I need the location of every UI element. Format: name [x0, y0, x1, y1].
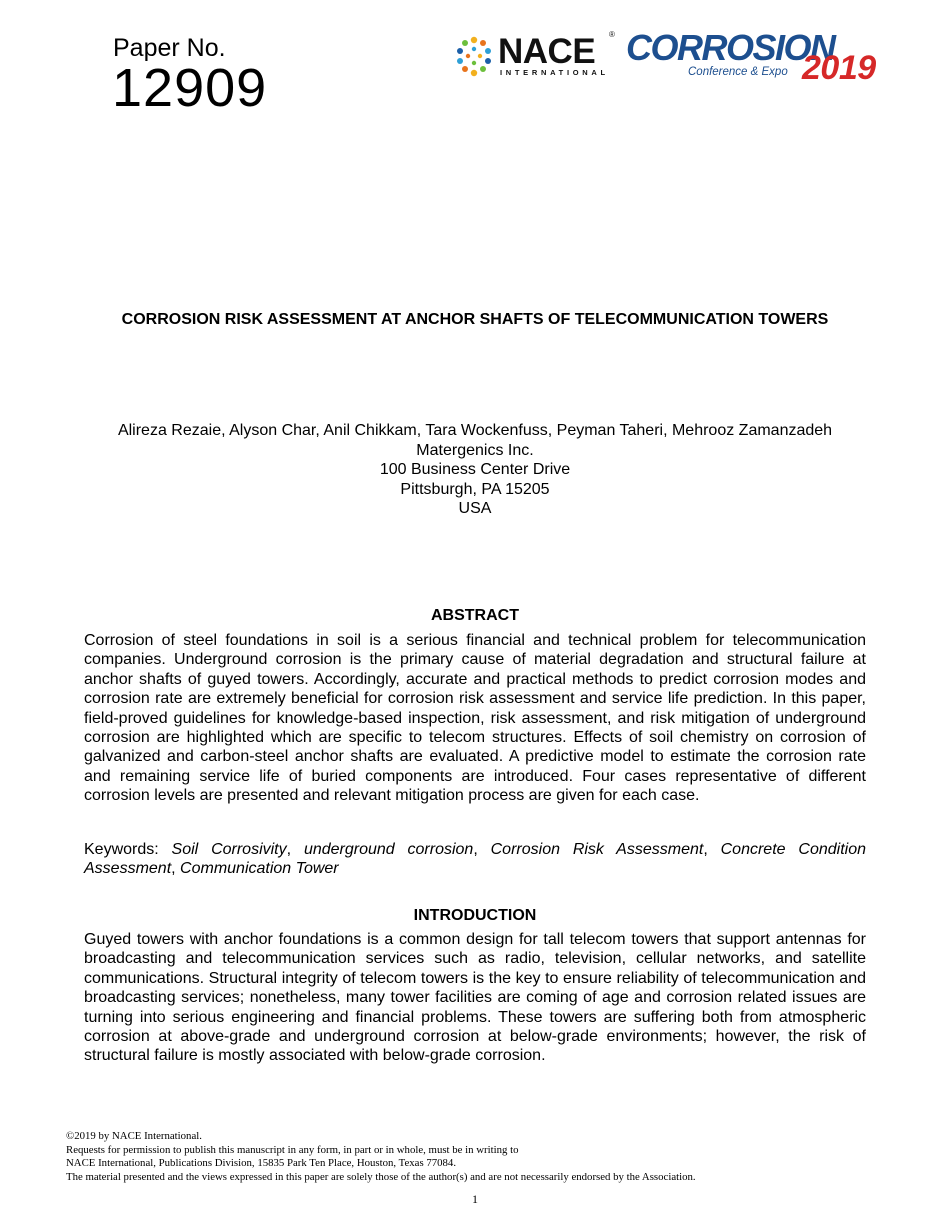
keywords-label: Keywords: — [84, 841, 159, 858]
nace-registered-mark: ® — [609, 30, 615, 39]
copyright-footer — [66, 1130, 896, 1184]
nace-subtitle: INTERNATIONAL — [500, 68, 609, 77]
keyword-item: Soil Corrosivity — [171, 841, 287, 858]
paper-title: CORROSION RISK ASSESSMENT AT ANCHOR SHAFTS OF TELECOMMUNICATION TOWERS — [121, 311, 829, 328]
keyword-item: Corrosion Risk Assessment — [490, 841, 704, 858]
corrosion-wordmark: CORROSION — [626, 27, 835, 68]
keyword-item: Communication Tower — [180, 860, 339, 878]
author-names: Alireza Rezaie, Alyson Char, Anil Chikkam, Tara Wockenfuss, Peyman Taheri, Mehrooz Zamanzadeh — [117, 422, 833, 439]
abstract-text: Corrosion of steel foundations in soil is a serious financial and technical problem for telecommunication companies. Underground corrosion is the primary cause of material degradation and structural failure at anchor shafts of guyed towers. Accordingly, accurate and practical methods to predict corrosion modes and corrosion rate are extremely beneficial for corrosion risk assessment and service life prediction. In this paper, field-proved guidelines for knowledge-based inspection, risk assessment, and risk mitigation of underground corrosion are highlighted which are specific to telecom structures. Effects of soil chemistry on corrosion of galvanized and carbon-steel anchor shafts are evaluated. A predictive model to estimate the corrosion rate and remaining service life of buried components are introduced. Four cases representative of different corrosion levels are presented and relevant mitigation process are given for each case. — [84, 632, 866, 805]
footer-line: NACE International, Publications Division, 15835 Park Ten Place, Houston, Texas 77084. — [66, 1157, 457, 1169]
corrosion-subtitle: Conference & Expo — [688, 66, 788, 78]
keyword-item: underground corrosion — [303, 841, 474, 858]
footer-line: Requests for permission to publish this manuscript in any form, in part or in whole, must be in writing to — [66, 1143, 519, 1156]
introduction-heading: INTRODUCTION — [413, 907, 537, 924]
author-organization: Matergenics Inc. — [416, 441, 534, 459]
introduction-text: Guyed towers with anchor foundations is a common design for tall telecom towers that support antennas for broadcasting and telecommunication services such as radio, television, cellular networks, and satellite communications. Structural integrity of telecom towers is the key to ensure reliability of telecommunication and broadcasting services; nonetheless, many tower facilities are coming of age and corrosion related issues are turning into serious engineering and financial problems. These towers are suffering both from atmospheric corrosion at above-grade and underground corrosion at below-grade environments; however, the risk of structural failure is mostly associated with below-grade corrosion. — [84, 931, 866, 1065]
nace-wordmark: NACE — [498, 32, 596, 71]
paper-number: 12909 — [112, 58, 268, 118]
paper-label: Paper No. — [113, 34, 226, 62]
page-number: 1 — [472, 1192, 478, 1206]
nace-emblem-icon — [454, 36, 494, 78]
footer-line: ©2019 by NACE International. — [66, 1130, 202, 1142]
footer-line: The material presented and the views expressed in this paper are solely those of the author(s) and are not necessarily endorsed by the Association. — [66, 1170, 696, 1183]
author-city: Pittsburgh, PA 15205 — [400, 480, 550, 498]
author-street: 100 Business Center Drive — [379, 461, 571, 478]
keywords: Keywords: Soil Corrosivity, underground corrosion, Corrosion Risk Assessment, Concrete Condition Assessment, Communication Tower — [84, 841, 866, 878]
keyword-item: Concrete Condition Assessment — [84, 841, 866, 878]
author-country: USA — [458, 500, 492, 517]
nace-logo — [454, 30, 615, 80]
corrosion-conference-logo — [626, 28, 886, 88]
author-block — [60, 421, 890, 519]
abstract-heading: ABSTRACT — [431, 607, 519, 624]
corrosion-year: 2019 — [802, 49, 876, 87]
